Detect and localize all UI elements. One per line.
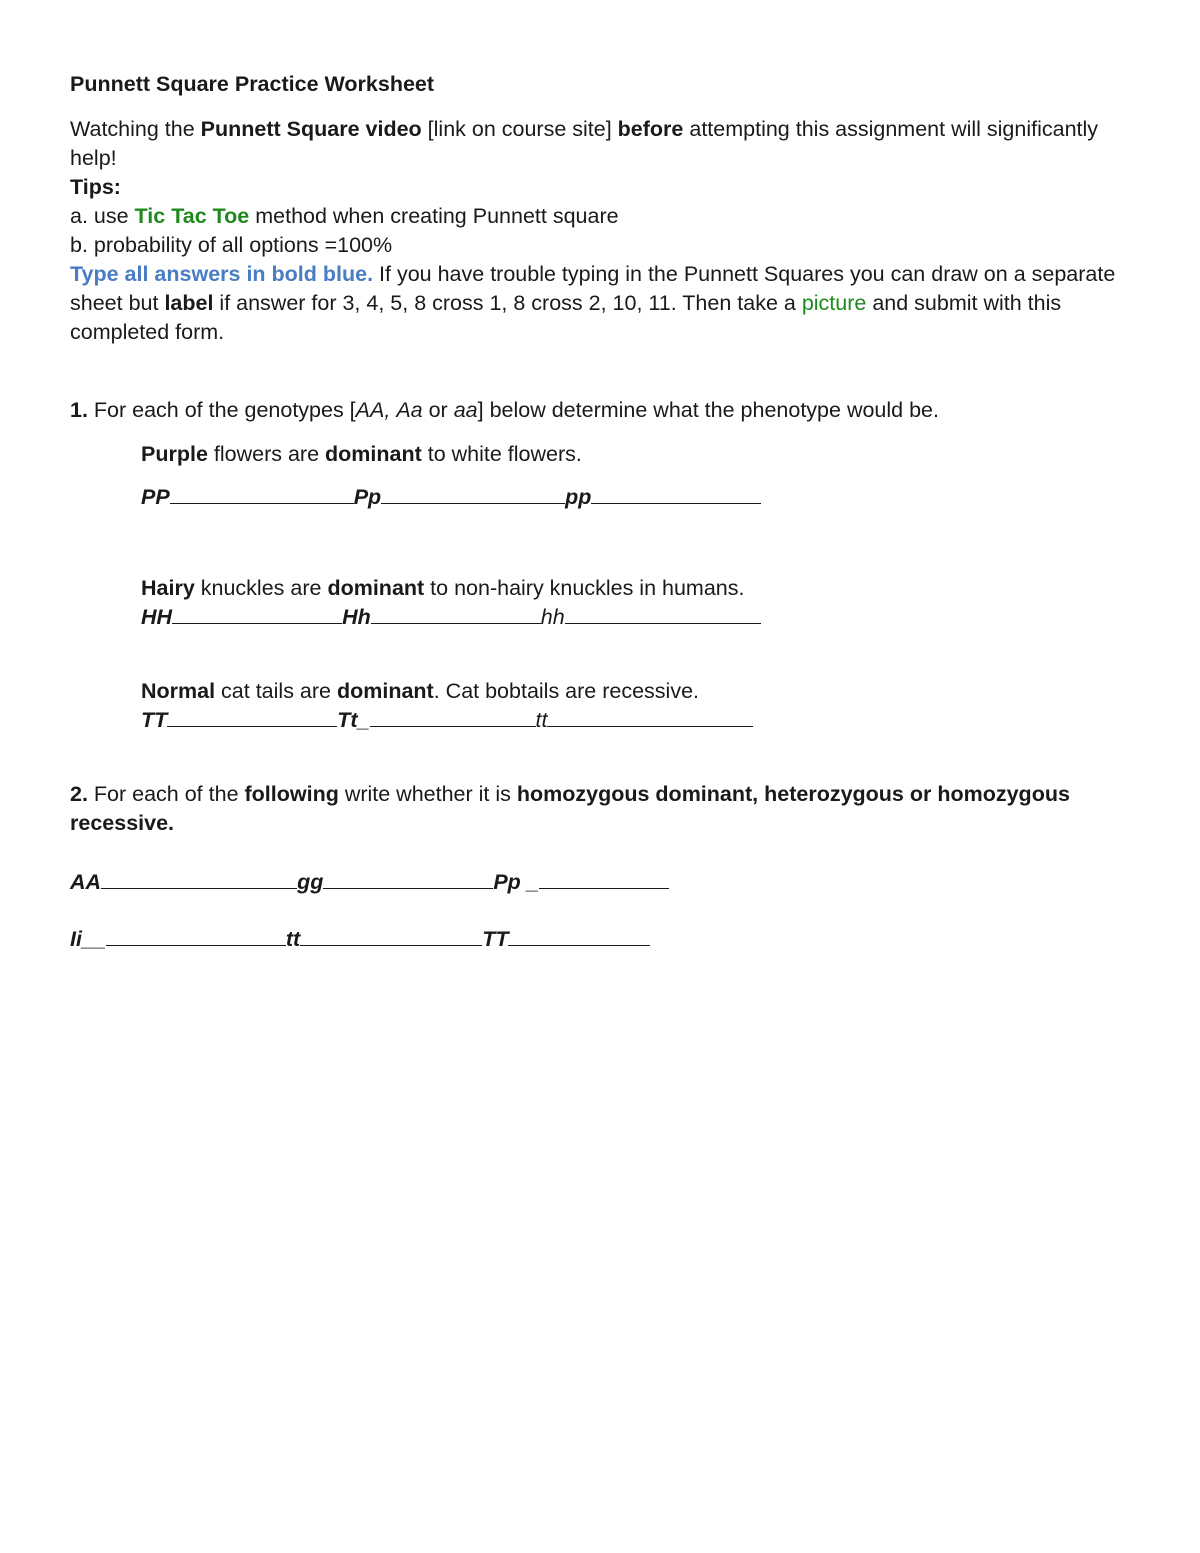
- answer-blank[interactable]: [591, 483, 761, 504]
- intro-text: [link on course site]: [421, 117, 618, 141]
- question-number: 2.: [70, 782, 88, 806]
- genotype-label: tt: [285, 927, 301, 951]
- genotype-label: pp: [565, 485, 592, 509]
- trait-text: to non-hairy knuckles in humans.: [424, 576, 745, 600]
- genotype-example: aa: [453, 398, 478, 422]
- genotype-example: AA,: [355, 398, 391, 422]
- genotype-label: Pp: [353, 485, 382, 509]
- tip-a: [70, 202, 1130, 231]
- intro-section: [70, 115, 1130, 347]
- worksheet-page: [70, 70, 1130, 951]
- intro-text: attempting this assignment will significantly help!: [70, 117, 1099, 170]
- question-1-prompt: [70, 396, 1130, 425]
- question-text: For each of the genotypes [: [87, 398, 356, 422]
- answer-blank[interactable]: [323, 868, 493, 889]
- trait-text: . Cat bobtails are recessive.: [433, 679, 700, 703]
- answer-blank[interactable]: [101, 868, 297, 889]
- answer-row: [141, 603, 761, 633]
- genotype-label: Hh: [342, 605, 371, 629]
- instructions-highlight: picture: [801, 291, 867, 315]
- trait-dominance: dominant: [327, 576, 425, 600]
- answer-blank[interactable]: [172, 603, 342, 624]
- intro-emphasis: before: [617, 117, 684, 141]
- tip-text: method when creating Punnett square: [249, 204, 619, 228]
- trait-statement: [141, 677, 753, 706]
- page-title: Punnett Square Practice Worksheet: [70, 72, 435, 96]
- answer-blank[interactable]: [381, 483, 565, 504]
- question-2: [70, 780, 1130, 955]
- genotype-label: gg: [297, 870, 324, 894]
- question-1: [70, 396, 1130, 732]
- tips-label: Tips:: [70, 175, 121, 199]
- genotype-label: AA: [70, 870, 102, 894]
- answer-row: [70, 868, 1130, 898]
- trait-text: knuckles are: [194, 576, 328, 600]
- answer-row: [141, 706, 753, 736]
- trait-purple-flowers: [141, 440, 761, 513]
- instructions-text: If you have trouble typing in the Punnett Squares you can draw on a separate sheet but: [70, 262, 1116, 315]
- genotype-label: tt: [535, 708, 548, 732]
- question-number: 1.: [70, 398, 88, 422]
- genotype-label: Pp _: [493, 870, 539, 894]
- trait-dominance: dominant: [336, 679, 434, 703]
- genotype-example: Aa: [396, 398, 423, 422]
- instructions-text: and submit with this completed form.: [70, 291, 1062, 344]
- answer-blank[interactable]: [106, 925, 286, 946]
- tip-text: a. use: [70, 204, 135, 228]
- question-emphasis: homozygous dominant, heterozygous or homozygous recessive.: [70, 782, 1070, 835]
- trait-cat-tails: [141, 677, 753, 736]
- genotype-label: TT: [141, 708, 168, 732]
- genotype-label: HH: [141, 605, 173, 629]
- answer-format-instruction: Type all answers in bold blue.: [70, 262, 374, 286]
- instructions-text: if answer for 3, 4, 5, 8 cross 1, 8 cross 2, 10, 11. Then take a: [213, 291, 802, 315]
- intro-text: Watching the: [70, 117, 201, 141]
- question-text: or: [422, 398, 454, 422]
- genotype-label: Tt_: [337, 708, 370, 732]
- answer-blank[interactable]: [371, 603, 541, 624]
- question-text: write whether it is: [338, 782, 517, 806]
- trait-name: Purple: [141, 442, 208, 466]
- video-reference: Punnett Square video: [200, 117, 422, 141]
- genotype-label: Ii__: [70, 927, 106, 951]
- trait-hairy-knuckles: [141, 574, 761, 633]
- genotype-label: TT: [482, 927, 509, 951]
- genotype-label: PP: [141, 485, 170, 509]
- question-2-prompt: [70, 780, 1130, 838]
- question-text: For each of the: [87, 782, 245, 806]
- answer-blank[interactable]: [167, 706, 337, 727]
- answer-blank[interactable]: [539, 868, 669, 889]
- answer-blank[interactable]: [547, 706, 753, 727]
- answer-blank[interactable]: [565, 603, 761, 624]
- trait-text: to white flowers.: [421, 442, 582, 466]
- trait-text: cat tails are: [215, 679, 337, 703]
- answer-blank[interactable]: [508, 925, 650, 946]
- trait-name: Hairy: [141, 576, 195, 600]
- trait-name: Normal: [141, 679, 216, 703]
- instructions-emphasis: label: [164, 291, 214, 315]
- answer-row: [70, 925, 1130, 955]
- answer-row: [141, 483, 761, 513]
- tip-highlight: Tic Tac Toe: [134, 204, 250, 228]
- trait-text: flowers are: [207, 442, 326, 466]
- question-emphasis: following: [244, 782, 339, 806]
- intro-paragraph: [70, 115, 1130, 173]
- trait-statement: [141, 440, 761, 469]
- genotype-label: hh: [540, 605, 565, 629]
- answer-blank[interactable]: [300, 925, 482, 946]
- trait-statement: [141, 574, 761, 603]
- instructions-paragraph: [70, 260, 1130, 347]
- tip-b: b. probability of all options =100%: [70, 233, 393, 257]
- trait-dominance: dominant: [325, 442, 422, 466]
- answer-blank[interactable]: [170, 483, 354, 504]
- answer-blank[interactable]: [370, 706, 536, 727]
- question-text: ] below determine what the phenotype would be.: [477, 398, 939, 422]
